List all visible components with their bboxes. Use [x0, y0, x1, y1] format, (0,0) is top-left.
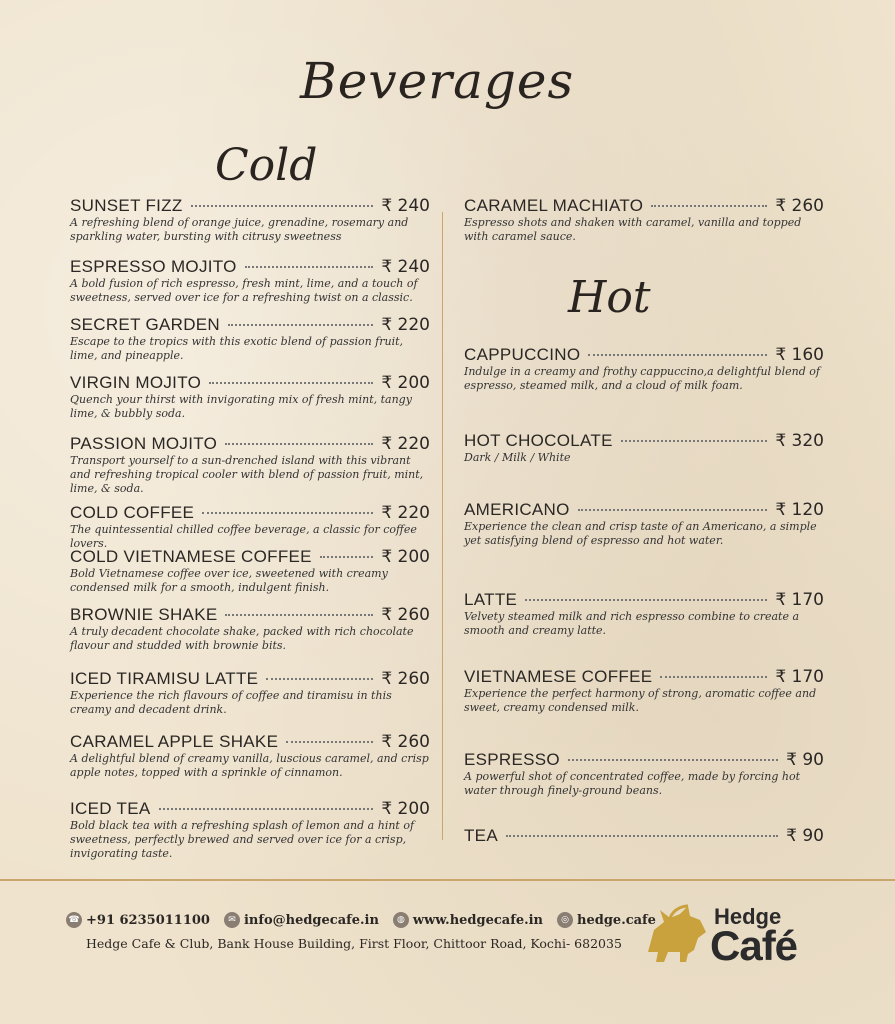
item-name: ESPRESSO MOJITO	[70, 257, 237, 276]
menu-item	[70, 373, 430, 421]
item-price: ₹ 260	[775, 196, 824, 216]
dot-leader	[588, 354, 767, 356]
item-name: CARAMEL APPLE SHAKE	[70, 732, 279, 751]
menu-item	[70, 799, 430, 861]
menu-item	[464, 345, 824, 393]
dot-leader	[245, 266, 374, 268]
item-price: ₹ 240	[381, 196, 430, 216]
item-description: Velvety steamed milk and rich espresso combine to create a smooth and creamy latte.	[464, 610, 800, 637]
item-name: ICED TIRAMISU LATTE	[70, 669, 259, 688]
menu-item	[70, 434, 430, 496]
dot-leader	[228, 324, 373, 326]
item-name: AMERICANO	[464, 500, 570, 519]
menu-item	[70, 196, 430, 244]
website-contact[interactable]	[393, 912, 543, 928]
menu-item	[70, 503, 430, 551]
item-name: PASSION MOJITO	[70, 434, 218, 453]
dot-leader	[225, 614, 373, 616]
item-name: CARAMEL MACHIATO	[464, 196, 644, 215]
item-price: ₹ 220	[381, 434, 430, 454]
dot-leader	[578, 509, 768, 511]
item-price: ₹ 200	[381, 547, 430, 567]
item-description: Indulge in a creamy and frothy cappuccino,a delightful blend of espresso, steamed milk, and a cloud of milk foam.	[464, 365, 820, 392]
logo-line1: Hedge	[714, 904, 782, 929]
item-name: VIRGIN MOJITO	[70, 373, 202, 392]
menu-item	[464, 826, 824, 846]
bull-icon	[640, 900, 712, 968]
item-description: A delightful blend of creamy vanilla, luscious caramel, and crisp apple notes, topped with a sprinkle of cinnamon.	[70, 752, 429, 779]
dot-leader	[202, 512, 373, 514]
menu-item	[464, 196, 824, 244]
logo-line2: Café	[710, 922, 798, 969]
item-price: ₹ 170	[775, 590, 824, 610]
item-description: Espresso shots and shaken with caramel, vanilla and topped with caramel sauce.	[464, 216, 802, 243]
dot-leader	[660, 676, 767, 678]
menu-item	[464, 590, 824, 638]
item-price: ₹ 90	[786, 750, 824, 770]
phone-icon: ☎	[66, 912, 82, 928]
cold-heading: Cold	[215, 140, 318, 191]
item-price: ₹ 260	[381, 605, 430, 625]
dot-leader	[320, 556, 374, 558]
item-name: TEA	[464, 826, 498, 845]
item-description: Experience the rich flavours of coffee and tiramisu in this creamy and decadent drink.	[70, 689, 392, 716]
item-description: The quintessential chilled coffee beverage, a classic for coffee lovers.	[70, 523, 417, 550]
item-name: COLD COFFEE	[70, 503, 195, 522]
instagram-handle: hedge.cafe	[577, 912, 656, 928]
menu-item	[70, 605, 430, 653]
footer-divider	[0, 879, 895, 881]
dot-leader	[225, 443, 373, 445]
item-description: Escape to the tropics with this exotic blend of passion fruit, lime, and pineapple.	[70, 335, 404, 362]
item-price: ₹ 170	[775, 667, 824, 687]
item-price: ₹ 240	[381, 257, 430, 277]
hot-heading: Hot	[568, 272, 651, 323]
item-description: A truly decadent chocolate shake, packed with rich chocolate flavour and studded with brownie bits.	[70, 625, 414, 652]
hedge-cafe-logo	[640, 900, 840, 972]
item-price: ₹ 90	[786, 826, 824, 846]
website-url: www.hedgecafe.in	[412, 912, 544, 928]
menu-item	[464, 750, 824, 798]
column-divider	[442, 212, 443, 840]
item-name: HOT CHOCOLATE	[464, 431, 613, 450]
item-description: A refreshing blend of orange juice, grenadine, rosemary and sparkling water, bursting with citrusy sweetness	[70, 216, 409, 243]
globe-icon: ◍	[393, 912, 409, 928]
instagram-icon: ◎	[557, 912, 573, 928]
item-description: Quench your thirst with invigorating mix of fresh mint, tangy lime, & bubbly soda.	[70, 393, 412, 420]
footer	[66, 912, 656, 951]
dot-leader	[506, 835, 778, 837]
menu-item	[464, 431, 824, 465]
dot-leader	[621, 440, 768, 442]
phone-contact[interactable]	[66, 912, 210, 928]
item-price: ₹ 200	[381, 799, 430, 819]
item-description: Bold black tea with a refreshing splash of lemon and a hint of sweetness, perfectly brewed and served over ice for a crisp, invigorating taste.	[70, 819, 415, 860]
dot-leader	[266, 678, 373, 680]
email-contact[interactable]	[224, 912, 379, 928]
dot-leader	[651, 205, 767, 207]
contact-row	[66, 912, 656, 928]
item-description: A powerful shot of concentrated coffee, made by forcing hot water through finely-ground beans.	[464, 770, 801, 797]
email-icon: ✉	[224, 912, 240, 928]
item-price: ₹ 220	[381, 315, 430, 335]
item-name: LATTE	[464, 590, 518, 609]
item-name: ESPRESSO	[464, 750, 560, 769]
email-address: info@hedgecafe.in	[243, 912, 379, 928]
item-price: ₹ 200	[381, 373, 430, 393]
dot-leader	[568, 759, 778, 761]
dot-leader	[191, 205, 374, 207]
item-name: VIETNAMESE COFFEE	[464, 667, 653, 686]
menu-item	[70, 315, 430, 363]
dot-leader	[159, 808, 374, 810]
menu-item	[70, 732, 430, 780]
menu-item	[70, 257, 430, 305]
item-description: A bold fusion of rich espresso, fresh mint, lime, and a touch of sweetness, served over ice for a refreshing twist on a classic.	[70, 277, 418, 304]
item-description: Bold Vietnamese coffee over ice, sweetened with creamy condensed milk for a smooth, indulgent finish.	[70, 567, 388, 594]
menu-item	[70, 547, 430, 595]
menu-item	[464, 500, 824, 548]
dot-leader	[209, 382, 373, 384]
item-description: Transport yourself to a sun-drenched island with this vibrant and refreshing tropical cooler with blend of passion fruit, mint, lime, & soda.	[70, 454, 424, 495]
dot-leader	[525, 599, 767, 601]
item-description: Dark / Milk / White	[464, 451, 571, 464]
item-description: Experience the perfect harmony of strong, aromatic coffee and sweet, creamy condensed milk.	[464, 687, 817, 714]
item-name: BROWNIE SHAKE	[70, 605, 218, 624]
item-price: ₹ 260	[381, 669, 430, 689]
address: Hedge Cafe & Club, Bank House Building, First Floor, Chittoor Road, Kochi- 682035	[86, 936, 622, 951]
item-name: ICED TEA	[70, 799, 151, 818]
page-title: Beverages	[300, 52, 575, 110]
item-price: ₹ 320	[775, 431, 824, 451]
item-name: COLD VIETNAMESE COFFEE	[70, 547, 312, 566]
item-price: ₹ 260	[381, 732, 430, 752]
item-name: SUNSET FIZZ	[70, 196, 183, 215]
item-price: ₹ 120	[775, 500, 824, 520]
item-name: SECRET GARDEN	[70, 315, 221, 334]
phone-number: +91 6235011100	[86, 912, 210, 928]
item-name: CAPPUCCINO	[464, 345, 581, 364]
dot-leader	[286, 741, 373, 743]
menu-item	[464, 667, 824, 715]
item-description: Experience the clean and crisp taste of an Americano, a simple yet satisfying blend of espresso and hot water.	[464, 520, 817, 547]
item-price: ₹ 160	[775, 345, 824, 365]
menu-item	[70, 669, 430, 717]
item-price: ₹ 220	[381, 503, 430, 523]
